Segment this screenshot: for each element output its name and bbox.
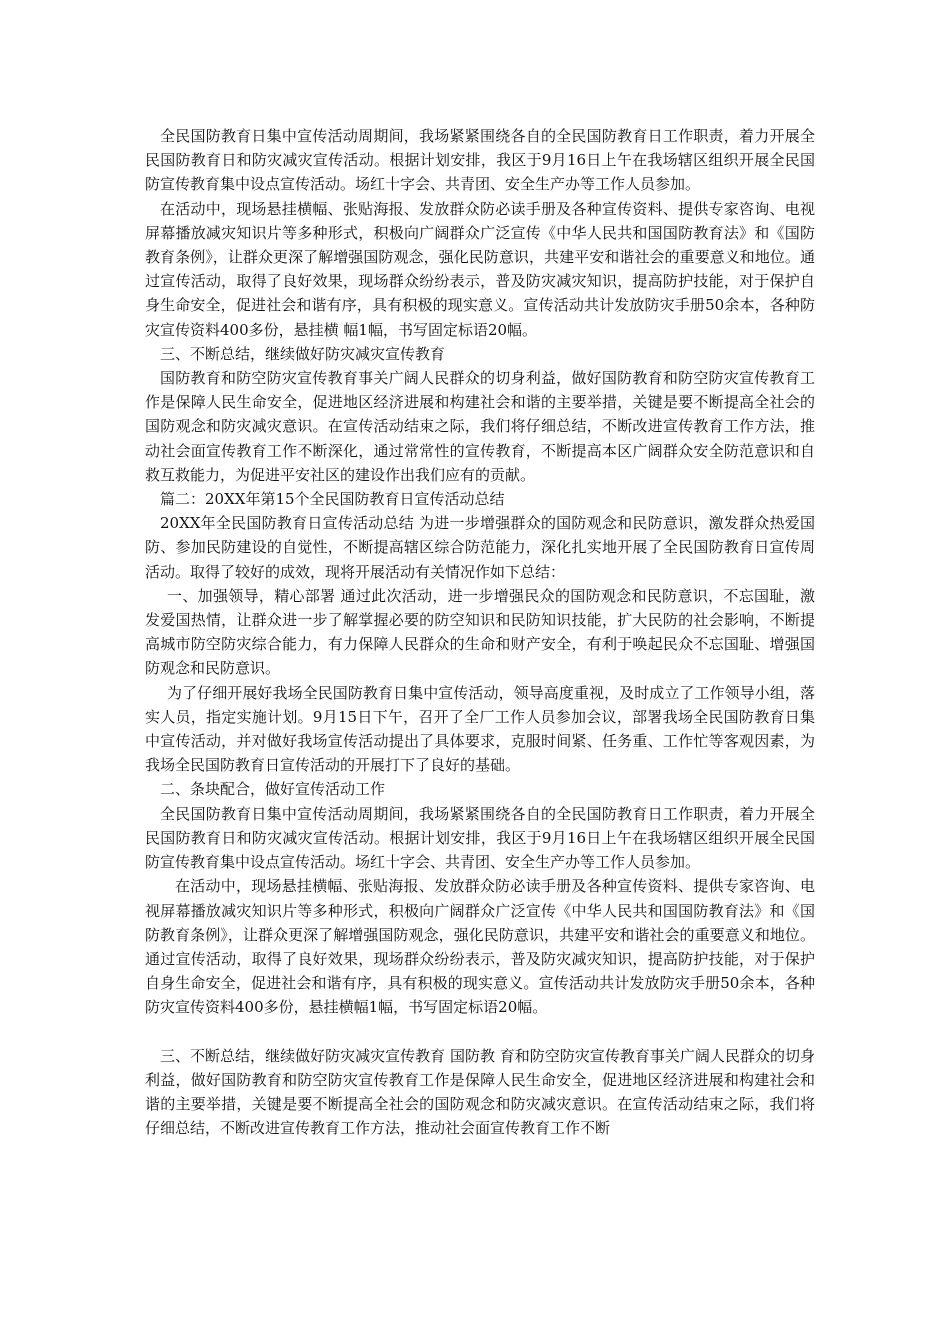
paragraph-cooperation: 全民国防教育日集中宣传活动周期间，我场紧紧围绕各自的全民国防教育日工作职责，着力开展全民国防教育日和防灾减灾宣传活动。根据计划安排，我区于9月16日上午在我场辖区组织开展全民国防宣传教育集中设点宣传活动。场红十字会、共青团、安全生产办等工作人员参加。	[145, 804, 815, 872]
section-heading-cooperation: 二、条块配合，做好宣传活动工作	[160, 780, 386, 799]
paragraph-intro: 全民国防教育日集中宣传活动周期间，我场紧紧围绕各自的全民国防教育日工作职责，着力开展全民国防教育日和防灾减灾宣传活动。根据计划安排，我区于9月16日上午在我场辖区组织开展全民国防宣传教育集中设点宣传活动。场红十字会、共青团、安全生产办等工作人员参加。	[145, 127, 815, 194]
paragraph-summary: 国防教育和防空防灾宣传教育事关广阔人民群众的切身利益，做好国防教育和防空防灾宣传教育工作是保障人民生命安全，促进地区经济进展和构建社会和谐的主要举措，关键是要不断提高全社会的国防观念和防灾减灾意识。在宣传活动结束之际，我们将仔细总结，不断改进宣传教育工作方法，推动社会面宣传教育工作不断深化，通过常常性的宣传教育，不断提高本区广阔群众安全防范意识和自救互救能力，为促进平安社区的建设作出我们应有的贡献。	[145, 369, 815, 484]
paragraph-activities-repeat: 在活动中，现场悬挂横幅、张贴海报、发放群众防必读手册及各种宣传资料、提供专家咨询、电视屏幕播放减灾知识片等多种形式，积极向广阔群众广泛宣传《中华人民共和国国防教育法》和《国防教育条例》，让群众更深了解增强国防观念，强化民防意识，共建平安和谐社会的重要意义和地位。通过宣传活动，取得了良好效果，现场群众纷纷表示，普及防灾减灾知识，提高防护技能，对于保护自身生命安全，促进社会和谐有序，具有积极的现实意义。宣传活动共计发放防灾手册50余本，各种防灾宣传资料400多份，悬挂横幅1幅，书写固定标语20幅。	[145, 877, 815, 1017]
paragraph-gap	[145, 1020, 815, 1044]
paragraph-leadership: 一、加强领导，精心部署 通过此次活动，进一步增强民众的国防观念和民防意识，不忘国耻，激发爱国热情，让群众进一步了解掌握必要的防空知识和民防知识技能，扩大民防的社会影响，不断提高城市防空防灾综合能力，有力保障人民群众的生命和财产安全，有利于唤起民众不忘国耻、增强国防观念和民防意识。	[145, 586, 815, 678]
paragraph-organization: 为了仔细开展好我场全民国防教育日集中宣传活动，领导高度重视，及时成立了工作领导小组，落实人员，指定实施计划。9月15日下午，召开了全厂工作人员参加会议，部署我场全民国防教育日集中宣传活动，并对做好我场宣传活动提出了具体要求，克服时间紧、任务重、工作忙等客观因素，为我场全民国防教育日宣传活动的开展打下了良好的基础。	[145, 683, 815, 775]
document-body	[145, 124, 815, 1140]
paragraph-activities: 在活动中，现场悬挂横幅、张贴海报、发放群众防必读手册及各种宣传资料、提供专家咨询、电视屏幕播放减灾知识片等多种形式，积极向广阔群众广泛宣传《中华人民共和国国防教育法》和《国防教育条例》，让群众更深了解增强国防观念，强化民防意识，共建平安和谐社会的重要意义和地位。通过宣传活动，取得了良好效果，现场群众纷纷表示，普及防灾减灾知识，提高防护技能，对于保护自身生命安全，促进社会和谐有序，具有积极的现实意义。宣传活动共计发放防灾手册50余本，各种防灾宣传资料400多份，悬挂横 幅1幅，书写固定标语20幅。	[145, 199, 815, 339]
paragraph-summary-repeat: 三、不断总结，继续做好防灾减灾宣传教育 国防教 育和防空防灾宣传教育事关广阔人民群众的切身利益，做好国防教育和防空防灾宣传教育工作是保障人民生命安全，促进地区经济进展和构建社会和谐的主要举措，关键是要不断提高全社会的国防观念和防灾减灾意识。在宣传活动结束之际，我们将仔细总结，不断改进宣传教育工作方法，推动社会面宣传教育工作不断	[145, 1046, 815, 1138]
article-title-part-two: 篇二：20XX年第15个全民国防教育日宣传活动总结	[160, 490, 505, 509]
section-heading-summary: 三、不断总结，继续做好防灾减灾宣传教育	[160, 344, 446, 363]
paragraph-part-two-intro: 20XX年全民国防教育日宣传活动总结 为进一步增强群众的国防观念和民防意识，激发群众热爱国防、参加民防建设的自觉性，不断提高辖区综合防范能力，深化扎实地开展了全民国防教育日宣传周活动。取得了较好的成效，现将开展活动有关情况作如下总结：	[145, 514, 815, 581]
